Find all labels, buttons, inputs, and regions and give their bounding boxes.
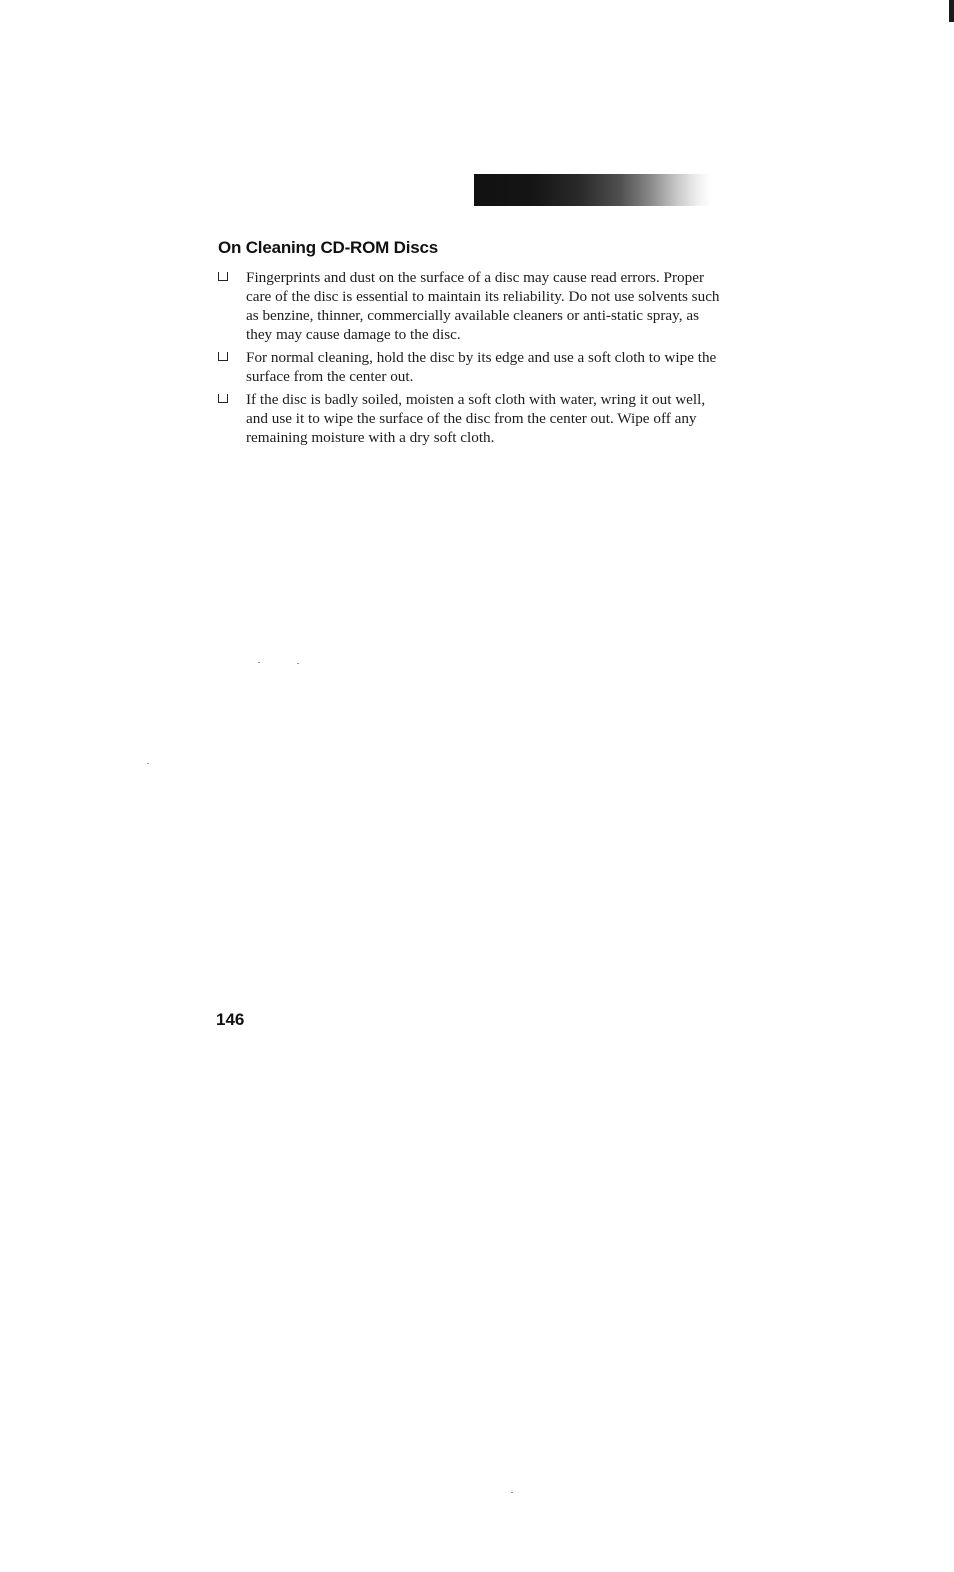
list-item: [216, 390, 726, 447]
checkbox-bullet-icon: [218, 352, 228, 361]
list-item-text: Fingerprints and dust on the surface of a disc may cause read errors. Proper care of the disc is essential to maintain its reliability. Do not use solvents such as benzine, thinner, commercially available cleaners or anti-static spray, as they may cause damage to the disc.: [246, 269, 720, 343]
scan-speck: [297, 663, 299, 664]
list-item-text: If the disc is badly soiled, moisten a soft cloth with water, wring it out well, and use it to wipe the surface of the disc from the center out. Wipe off any remaining moisture with a dry soft cloth.: [246, 391, 706, 446]
scan-speck: [511, 1492, 513, 1493]
list-item: [216, 348, 726, 386]
scan-speck: [147, 763, 149, 764]
page-number: 146: [216, 1010, 245, 1029]
list-item-text: For normal cleaning, hold the disc by its edge and use a soft cloth to wipe the surface from the center out.: [246, 349, 717, 385]
section-header-bar: [474, 174, 710, 206]
section-heading: On Cleaning CD-ROM Discs: [218, 238, 439, 257]
page-edge-mark: [949, 0, 954, 22]
scan-speck: [258, 662, 260, 663]
cleaning-instructions-list: [216, 268, 726, 451]
list-item: [216, 268, 726, 344]
checkbox-bullet-icon: [218, 394, 228, 403]
checkbox-bullet-icon: [218, 272, 228, 281]
